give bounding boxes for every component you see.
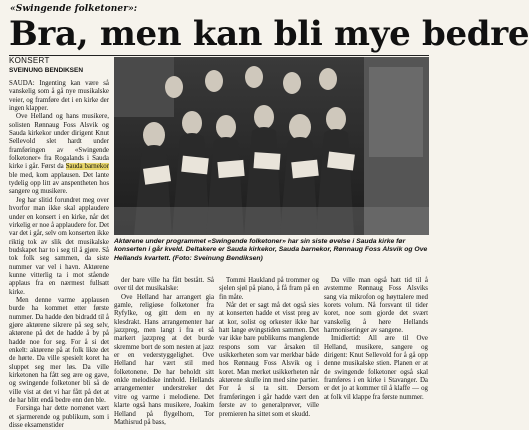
body-paragraph: Men denne varme applausen burde ha kommet etter første nummer. Da hadde den bidradd til å gjøre aktørene sikrere på seg selv, aktørene på det de hadde å by på hadde noe for seg. For å si det enkelt: aktørene på at folk likte det de hørte. Da ville spesielt koret ha sluppet seg mer løs. Da ville kirketonen ha fått seg ære og gave, og swingende folketoner bli så de ville vist at det vi har fått på det at de har blitt endå bedre enn den ble.	[9, 296, 109, 405]
section-label: KONSERT	[9, 56, 50, 65]
body-paragraph: Jeg har slitid forundret meg over hvorfor man ikke skal applaudere under en konsert i en kirke, når det virkelig er noe å applaudere for. Det var det i går, selv om konserten ikke riktig tok av slik det musikalske budskapet har to i seg til å gjøre. Så tok folk seg sammen, da siste nummer var vel i havn. Aktørene kunne vitterlig ta i mot stående applaus fra en nærmest fullsatt kirke.	[9, 196, 109, 296]
body-column-3	[219, 277, 319, 418]
body-column-4	[324, 277, 428, 401]
choir-photo-illustration	[114, 57, 429, 235]
headline: Bra, men kan bli mye bedre	[9, 14, 529, 54]
body-paragraph: Ove Helland og hans musikere, solisten Rønnaug Foss Alsvik og Sauda kirkekor under dirigent Knut Sellevold slet hardt under framføringen av «Swingende folketoner» fra Rogalands i Sauda kirke i går. Først da Sauda barnekor ble med, kom applausen. Det lante tydelig opp litt av anspentheten hos sangere og musikere.	[9, 113, 109, 196]
highlighted-text: Sauda barnekor	[65, 163, 109, 171]
byline: SVEINUNG BENDIKSEN	[9, 67, 84, 74]
body-paragraph: SAUDA: Ingenting kan være så vanskelig som å gå nye musikalske veier, og framføre det i en kirke der ingen klapper.	[9, 80, 109, 113]
body-paragraph: der bare ville ha fått bestått. Så over til det musikalske:	[114, 277, 214, 293]
body-paragraph: Da ville man også hatt tid til å avstemme Rønnaug Foss Alsviks sang via mikrofon og høyttalere med korets volum. Nå forsvant til tider koret, noe som gjorde det svært vanskelig å høre Hellands harmoniseringer av sangene.	[324, 277, 428, 335]
photo-caption: Aktørene under programmet «Swingende folketoner» har sin siste øvelse i Sauda kirke før konserten i går kveld. Deltakere er Sauda kirkekor, Sauda barnekor, Rønnaug Foss Alsvik og Ove Hellands kvartett. (Foto: Sveinung Bendiksen)	[114, 238, 428, 262]
headline-rule	[9, 55, 429, 56]
body-paragraph: Imidlertid: All ære til Ove Helland, musikere, sangere og dirigent: Knut Sellevold for å gå opp denne musikalske stien. Planen er at de swingende folketoner også skal framføres i en kirke i Stavanger. Da er det jo at kommer til å klaffe — og at folk vil klappe fra første nummer.	[324, 335, 428, 401]
body-paragraph: Ove Helland har arrangert gia gamle, religiøse folketoner fra Ryfylke, og gitt dem en ny klesdrakt. Hans arrangementer har jazzpreg, men langt i fra et så markert jazzpreg at det burde skremme bort de som nesten at jazz er en vederstyggelighet. Ove Helland har vært stil med folketonene. De har beholdt sitt enkle melodiske innhold. Hellands arrangementer understreker det vitre og varme i melodiene. Det klarte også hans musikere, Joakim Helland på flygelhorn, Tor Mathisrud på bass,	[114, 293, 214, 426]
body-column-1	[9, 80, 109, 430]
choir-photo	[114, 57, 429, 235]
body-paragraph: Tommi Haukland på trommer og sjelen sjøl på piano, å få fram på en fin måte.	[219, 277, 319, 301]
body-column-2	[114, 277, 214, 426]
body-paragraph: Forsinga har dette norrønet vært et sjarmerende og publikum, som i disse eksamenstider	[9, 405, 109, 430]
body-paragraph: Når det er sagt må det også sies at konserten hadde et visst preg av at kor, solist og orkester ikke har hatt lange øvingstiden sammen. Det var ikke bare publikums manglende respons som var årsaken til usikkerheten som var merkbar både hos Rønnaug Foss Alsvik og i koret. Man merket usikkerheten når aktørene skulle inn med sine partier. For å si ta sitt. Dersom framføringen i går hadde vært den første av to generalprøver, ville premieren ha sittet som et skudd.	[219, 302, 319, 418]
kicker: «Swingende folketoner»:	[10, 4, 138, 14]
